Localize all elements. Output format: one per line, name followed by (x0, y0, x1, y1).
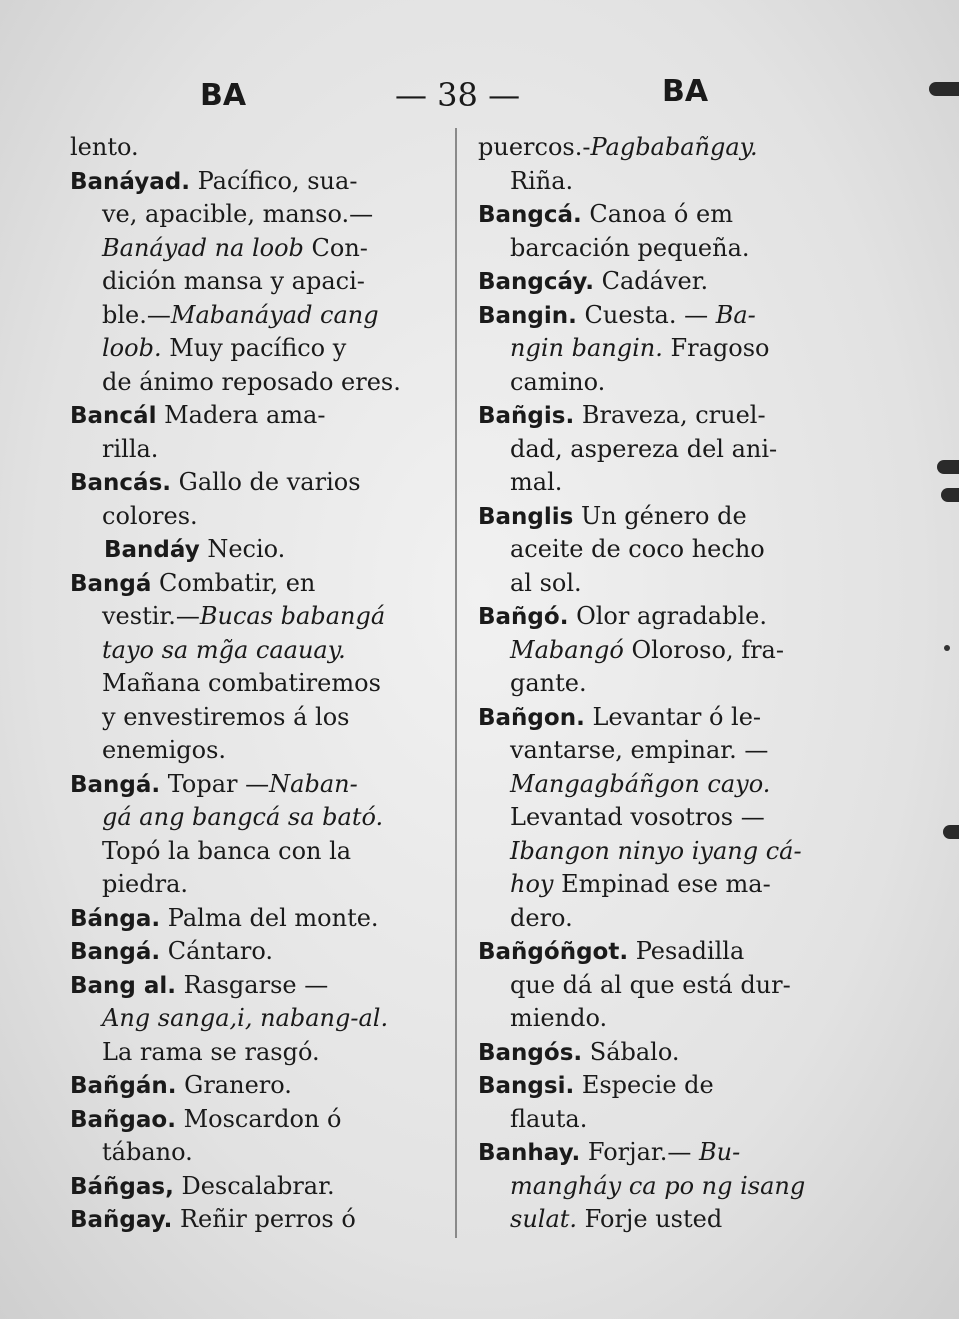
definition-text: dición mansa y apaci- (102, 267, 365, 295)
example-phrase: ngin bangin. (510, 334, 663, 362)
dictionary-entry (70, 533, 460, 567)
entry-line (70, 1103, 460, 1137)
headword: Banáyad. (70, 168, 190, 195)
entry-line (478, 332, 876, 366)
entry-line (70, 935, 460, 969)
entry-line (478, 567, 876, 601)
headword: Bangcáy. (478, 269, 594, 295)
left-column (70, 131, 460, 1237)
entry-line (478, 1002, 876, 1036)
entry-line (478, 1103, 876, 1137)
definition-text: tábano. (102, 1138, 193, 1166)
entry-line (70, 801, 460, 835)
definition-text: Madera ama- (156, 401, 326, 429)
example-phrase: Banáyad na loob (102, 233, 304, 262)
dictionary-entry (478, 1136, 876, 1237)
entry-line (70, 299, 460, 333)
entry-line (478, 634, 876, 668)
dictionary-entry (70, 969, 460, 1070)
entry-line (478, 1136, 876, 1170)
entry-line (478, 500, 876, 534)
page-edge-mark (937, 460, 959, 474)
definition-text: gante. (510, 669, 587, 697)
dictionary-entry (478, 600, 876, 701)
entry-line (70, 634, 460, 668)
entry-line (70, 667, 460, 701)
page-number: — 38 — (395, 76, 521, 114)
entry-line (478, 1203, 876, 1237)
headword: Bandáy (104, 537, 200, 563)
definition-text: Forjar.— (580, 1138, 699, 1166)
entry-line (70, 1203, 460, 1237)
entry-line (70, 131, 460, 165)
entry-line (478, 868, 876, 902)
dictionary-entry (70, 935, 460, 969)
definition-text: Oloroso, fra- (623, 635, 784, 664)
definition-text: Empinad ese ma- (553, 870, 771, 898)
definition-text: ve, apacible, manso.— (102, 200, 374, 228)
headword: Bañgó. (478, 604, 569, 630)
dictionary-entry (478, 299, 876, 400)
headword: Bañgon. (478, 704, 585, 731)
headword: Bangá. (70, 939, 161, 965)
entry-line (478, 198, 876, 232)
dictionary-entry (70, 1170, 460, 1204)
page-header (0, 74, 959, 124)
entry-line (70, 567, 460, 601)
headword: Bang al. (70, 972, 177, 999)
entry-line (478, 232, 876, 266)
entry-line (478, 801, 876, 835)
definition-text: Pesadilla (628, 937, 745, 965)
definition-text: La rama se rasgó. (102, 1037, 320, 1066)
dictionary-entry (70, 567, 460, 768)
definition-text: enemigos. (102, 736, 227, 764)
headword: Banglis (478, 503, 574, 530)
definition-text: Gallo de varios (171, 468, 361, 496)
entry-line (70, 165, 460, 199)
dictionary-entry (478, 1036, 876, 1070)
example-phrase: Mangagbáñgon cayo. (510, 769, 771, 798)
definition-text: lento. (70, 133, 139, 161)
dictionary-entry (478, 701, 876, 936)
entry-line (478, 701, 876, 735)
headword: Bangá. (70, 771, 161, 798)
definition-text: Rasgarse — (176, 970, 329, 999)
definition-text: Reñir perros ó (172, 1205, 356, 1233)
dictionary-entry (70, 399, 460, 466)
entry-line (478, 366, 876, 400)
definition-text: Topar — (160, 769, 270, 798)
example-phrase: Mabanáyad cang (170, 300, 379, 329)
entry-line (70, 265, 460, 299)
entry-line (70, 332, 460, 366)
dictionary-entry (478, 399, 876, 500)
example-phrase: Mabangó (510, 635, 624, 664)
entry-line (70, 198, 460, 232)
entry-line (478, 299, 876, 333)
dictionary-entry (478, 198, 876, 265)
example-phrase: mangháy ca po ng isang (510, 1171, 806, 1200)
entry-line (478, 466, 876, 500)
definition-text: Especie de (574, 1071, 714, 1099)
headword: Bañgao. (70, 1106, 176, 1133)
headword: Banhay. (478, 1140, 581, 1166)
definition-text: Olor agradable. (568, 602, 767, 630)
definition-text: Fragoso (662, 334, 770, 362)
entry-line (70, 1002, 460, 1036)
entry-line (478, 768, 876, 802)
entry-line (478, 399, 876, 433)
definition-text: piedra. (102, 870, 189, 898)
entry-line (70, 433, 460, 467)
definition-text: Forje usted (577, 1205, 723, 1233)
definition-text: Canoa ó em (581, 200, 733, 228)
entry-line (478, 734, 876, 768)
entry-line (478, 131, 876, 165)
headword: Bangsi. (478, 1073, 575, 1099)
entry-line (70, 366, 460, 400)
entry-line (70, 1069, 460, 1103)
dictionary-entry (70, 902, 460, 936)
definition-text: flauta. (510, 1104, 588, 1133)
entry-line (70, 835, 460, 869)
definition-text: Braveza, cruel- (574, 401, 766, 429)
definition-text: Combatir, en (151, 568, 316, 597)
definition-text: Cuesta. — (576, 300, 716, 329)
entry-line (70, 1036, 460, 1070)
example-phrase: loob. (102, 334, 162, 362)
example-phrase: Ibangon ninyo iyang cá- (510, 836, 802, 865)
entry-line (478, 165, 876, 199)
example-phrase: Bu- (698, 1138, 741, 1166)
entry-line (478, 667, 876, 701)
headword: Báñgas, (70, 1173, 174, 1200)
definition-text: que dá al que está dur- (510, 970, 791, 999)
headword: Bañgóñgot. (478, 939, 629, 965)
entry-line (478, 1069, 876, 1103)
definition-text: camino. (510, 367, 606, 396)
entry-line (70, 232, 460, 266)
dictionary-entry (70, 1103, 460, 1170)
headword: Bangin. (478, 302, 577, 329)
definition-text: miendo. (510, 1004, 608, 1032)
entry-line (478, 265, 876, 299)
entry-line (478, 533, 876, 567)
definition-text: Mañana combatiremos (102, 669, 381, 697)
definition-text: puercos.- (478, 133, 591, 161)
definition-text: Descalabrar. (173, 1171, 335, 1200)
entry-line (478, 969, 876, 1003)
definition-text: rilla. (102, 434, 159, 463)
entry-line (478, 935, 876, 969)
definition-text: Muy pacífico y (161, 334, 347, 362)
definition-text: Con- (303, 233, 368, 262)
definition-text: al sol. (510, 568, 582, 597)
entry-line (70, 533, 460, 567)
entry-line (70, 500, 460, 534)
entry-line (70, 969, 460, 1003)
definition-text: colores. (102, 501, 198, 530)
header-left-section: BA (200, 78, 247, 113)
page-edge-mark (929, 82, 959, 96)
dictionary-entry (70, 1203, 460, 1237)
entry-line (70, 701, 460, 735)
definition-text: y envestiremos á los (102, 702, 350, 731)
headword: Bangcá. (478, 202, 582, 228)
entry-line (478, 902, 876, 936)
definition-text: Necio. (199, 535, 286, 563)
entry-line (478, 600, 876, 634)
dictionary-entry (478, 131, 876, 198)
dictionary-entry (70, 768, 460, 902)
entry-line (70, 868, 460, 902)
dictionary-entry (478, 935, 876, 1036)
definition-text: dad, aspereza del ani- (510, 434, 778, 463)
page-edge-mark (941, 488, 959, 502)
dictionary-entry (70, 1069, 460, 1103)
example-phrase: hoy (510, 870, 554, 898)
entry-line (70, 734, 460, 768)
page-edge-mark (943, 825, 959, 839)
example-phrase: Ang sanga,i, nabang-al. (102, 1004, 389, 1032)
example-phrase: Pagbabañgay. (590, 133, 758, 161)
dictionary-entry (70, 466, 460, 533)
definition-text: aceite de coco hecho (510, 535, 765, 563)
definition-text: Cadáver. (593, 267, 709, 295)
definition-text: vestir.— (102, 602, 200, 630)
definition-text: Sábalo. (582, 1037, 680, 1066)
definition-text: Moscardon ó (175, 1104, 342, 1133)
entry-line (478, 1170, 876, 1204)
entry-line (478, 433, 876, 467)
entry-line (70, 399, 460, 433)
definition-text: Riña. (510, 166, 574, 195)
definition-text: Palma del monte. (160, 903, 379, 932)
dictionary-entry (478, 500, 876, 601)
definition-text: Cántaro. (160, 937, 273, 965)
entry-line (70, 1136, 460, 1170)
definition-text: Un género de (573, 501, 747, 530)
headword: Bangá (70, 570, 152, 597)
headword: Bancás. (70, 470, 172, 496)
dictionary-entry (478, 1069, 876, 1136)
dictionary-entry (70, 165, 460, 400)
definition-text: barcación pequeña. (510, 233, 750, 262)
example-phrase: tayo sa mg̃a caauay. (102, 635, 346, 664)
headword: Bancál (70, 403, 157, 429)
header-right-section: BA (662, 74, 709, 109)
headword: Bangós. (478, 1039, 583, 1066)
entry-line (70, 600, 460, 634)
entry-line (70, 902, 460, 936)
definition-text: mal. (510, 468, 563, 496)
example-phrase: Ba- (715, 300, 756, 329)
headword: Bañgis. (478, 403, 575, 429)
headword: Bánga. (70, 905, 161, 932)
dictionary-entry (70, 131, 460, 165)
headword: Bañgay. (70, 1207, 173, 1233)
page-speck (944, 645, 950, 651)
entry-line (478, 1036, 876, 1070)
definition-text: Levantad vosotros — (510, 803, 765, 831)
definition-text: de ánimo reposado eres. (102, 367, 401, 396)
definition-text: Topó la banca con la (102, 836, 352, 865)
definition-text: Levantar ó le- (584, 702, 762, 731)
example-phrase: Bucas babangá (199, 602, 386, 630)
definition-text: vantarse, empinar. — (510, 736, 769, 764)
example-phrase: gá ang bangcá sa bató. (102, 803, 384, 831)
entry-line (70, 768, 460, 802)
entry-line (478, 835, 876, 869)
definition-text: dero. (510, 903, 573, 932)
example-phrase: sulat. (510, 1205, 578, 1233)
definition-text: Pacífico, sua- (189, 166, 358, 195)
right-column (478, 131, 876, 1237)
headword: Bañgán. (70, 1073, 177, 1099)
dictionary-entry (478, 265, 876, 299)
definition-text: ble.— (102, 300, 171, 329)
entry-line (70, 1170, 460, 1204)
example-phrase: Naban- (269, 769, 358, 798)
definition-text: Granero. (176, 1071, 292, 1099)
entry-line (70, 466, 460, 500)
